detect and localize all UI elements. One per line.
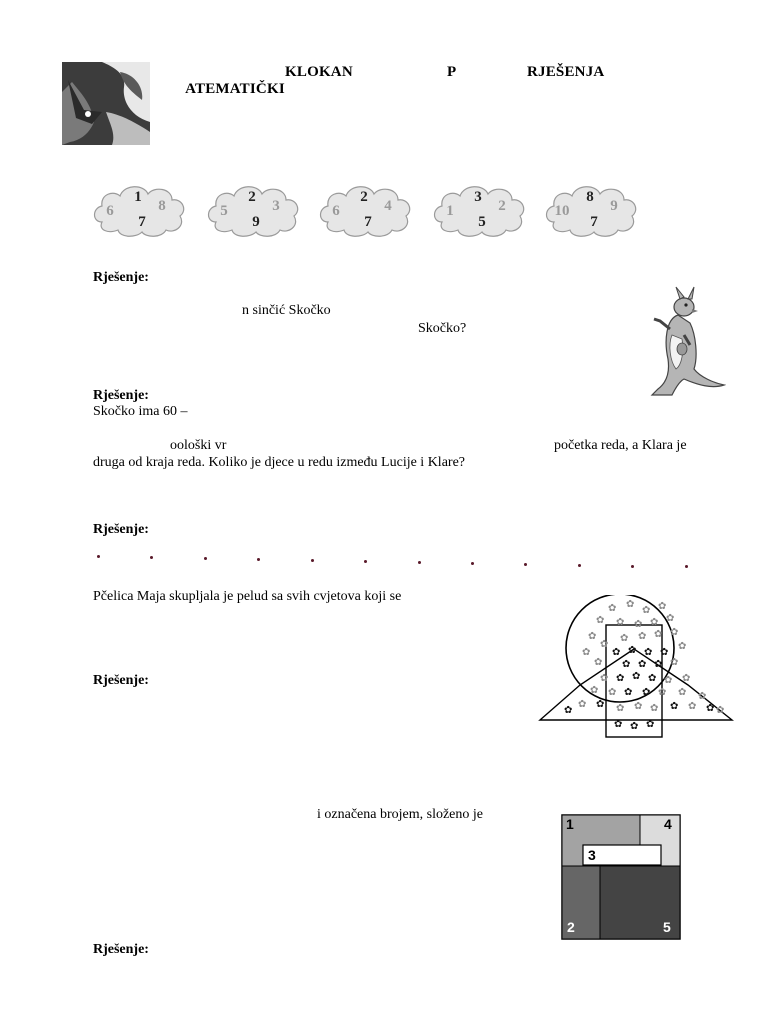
number-cloud xyxy=(435,187,524,237)
grid-label-5: 5 xyxy=(663,919,671,935)
flower-star-icon: ✿ xyxy=(650,703,659,714)
solution-2-text: Skočko ima 60 – xyxy=(93,404,188,419)
flower-star-icon: ✿ xyxy=(664,675,673,686)
cloud-number-right: 4 xyxy=(384,198,392,214)
flower-star-icon: ✿ xyxy=(698,691,707,702)
dot xyxy=(364,560,367,563)
flower-star-icon: ✿ xyxy=(642,687,651,698)
grid-label-4: 4 xyxy=(664,816,672,832)
flower-star-icon: ✿ xyxy=(564,705,573,716)
cloud-number-top: 2 xyxy=(360,189,368,205)
cloud-number-left: 6 xyxy=(332,203,340,219)
cloud-number-top: 8 xyxy=(586,189,594,205)
number-cloud xyxy=(547,187,636,237)
question-2-line-1: n sinčić Skočko xyxy=(242,303,331,318)
flower-star-icon: ✿ xyxy=(678,687,687,698)
page-title xyxy=(178,64,285,98)
cloud-number-right: 9 xyxy=(610,198,618,214)
rectangle-puzzle-figure xyxy=(561,814,681,940)
flower-star-icon: ✿ xyxy=(578,699,587,710)
number-cloud xyxy=(321,187,410,237)
flower-star-icon: ✿ xyxy=(670,627,679,638)
solution-label-5: Rješenje: xyxy=(93,942,149,957)
question-4-line-1: Pčelica Maja skupljala je pelud sa svih cvjetova koji se xyxy=(93,589,402,604)
flower-star-icon: ✿ xyxy=(630,721,639,732)
cloud-number-left: 5 xyxy=(220,203,228,219)
solution-label-2: Rješenje: xyxy=(93,388,149,403)
flower-star-icon: ✿ xyxy=(638,659,647,670)
cloud-number-top: 2 xyxy=(248,189,256,205)
flower-star-icon: ✿ xyxy=(658,687,667,698)
flower-star-icon: ✿ xyxy=(654,629,663,640)
flower-star-icon: ✿ xyxy=(716,705,725,716)
question-3-line-2: druga od kraja reda. Koliko je djece u redu između Lucije i Klare? xyxy=(93,455,466,470)
title-word-2: KLOKAN xyxy=(285,64,353,80)
dot xyxy=(97,555,100,558)
number-clouds xyxy=(90,180,650,240)
number-cloud xyxy=(209,187,298,237)
question-5-line-1: i označena brojem, složeno je xyxy=(317,807,483,822)
flower-star-icon: ✿ xyxy=(646,719,655,730)
flower-star-icon: ✿ xyxy=(614,719,623,730)
flower-star-icon: ✿ xyxy=(600,639,609,650)
title-word-4: RJEŠENJA xyxy=(527,64,605,80)
flower-star-icon: ✿ xyxy=(644,647,653,658)
dot xyxy=(204,557,207,560)
flower-star-icon: ✿ xyxy=(590,685,599,696)
solution-label-4: Rješenje: xyxy=(93,673,149,688)
flower-star-icon: ✿ xyxy=(582,647,591,658)
flower-star-icon: ✿ xyxy=(588,631,597,642)
flower-star-icon: ✿ xyxy=(650,617,659,628)
cloud-number-bottom: 7 xyxy=(138,214,146,230)
flower-star-icon: ✿ xyxy=(626,599,635,610)
cloud-number-right: 2 xyxy=(498,198,506,214)
flower-star-icon: ✿ xyxy=(634,701,643,712)
flower-star-icon: ✿ xyxy=(616,673,625,684)
flower-star-icon: ✿ xyxy=(600,673,609,684)
flower-star-icon: ✿ xyxy=(616,617,625,628)
flower-star-icon: ✿ xyxy=(670,701,679,712)
cloud-number-left: 6 xyxy=(106,203,114,219)
flower-star-icon: ✿ xyxy=(706,703,715,714)
flower-star-icon: ✿ xyxy=(612,647,621,658)
flower-star-icon: ✿ xyxy=(622,659,631,670)
dot xyxy=(257,558,260,561)
cloud-number-right: 8 xyxy=(158,198,166,214)
flower-star-icon: ✿ xyxy=(638,631,647,642)
flower-star-icon: ✿ xyxy=(688,701,697,712)
solution-label-1: Rješenje: xyxy=(93,270,149,285)
flower-star-icon: ✿ xyxy=(670,657,679,668)
flower-star-icon: ✿ xyxy=(658,601,667,612)
cloud-number-left: 10 xyxy=(554,203,570,219)
flower-star-icon: ✿ xyxy=(620,633,629,644)
dot xyxy=(578,564,581,567)
number-cloud xyxy=(95,187,184,237)
title-word-1: ATEMATIČKI xyxy=(185,81,285,97)
cloud-number-top: 1 xyxy=(134,189,142,205)
flower-star-icon: ✿ xyxy=(608,687,617,698)
flower-star-icon: ✿ xyxy=(624,687,633,698)
grid-label-3: 3 xyxy=(588,847,596,863)
flower-star-icon: ✿ xyxy=(596,699,605,710)
dot xyxy=(524,563,527,566)
dot xyxy=(418,561,421,564)
cloud-number-bottom: 7 xyxy=(590,214,598,230)
flower-star-icon: ✿ xyxy=(594,657,603,668)
cloud-number-bottom: 9 xyxy=(252,214,260,230)
cloud-number-bottom: 7 xyxy=(364,214,372,230)
flower-star-icon: ✿ xyxy=(608,603,617,614)
flower-star-icon: ✿ xyxy=(632,671,641,682)
flower-star-icon: ✿ xyxy=(596,615,605,626)
flower-star-icon: ✿ xyxy=(648,673,657,684)
cloud-number-right: 3 xyxy=(272,198,280,214)
dot xyxy=(311,559,314,562)
title-word-3: P xyxy=(447,64,457,80)
flower-star-icon: ✿ xyxy=(660,647,669,658)
question-3-line-1b: početka reda, a Klara je xyxy=(554,438,687,453)
cloud-number-left: 1 xyxy=(446,203,454,219)
flower-star-icon: ✿ xyxy=(666,613,675,624)
question-2-line-2: Skočko? xyxy=(418,321,467,336)
dot xyxy=(471,562,474,565)
question-3-line-1a: oološki vr xyxy=(170,438,227,453)
flower-star-icon: ✿ xyxy=(682,673,691,684)
dot xyxy=(631,565,634,568)
kangaroo-illustration xyxy=(638,285,726,400)
cloud-number-top: 3 xyxy=(474,189,482,205)
dot xyxy=(685,565,688,568)
grid-label-1: 1 xyxy=(566,816,574,832)
flower-star-icon: ✿ xyxy=(642,605,651,616)
klokan-logo xyxy=(62,62,150,145)
flower-star-icon: ✿ xyxy=(628,645,637,656)
flower-star-icon: ✿ xyxy=(654,659,663,670)
flower-star-icon: ✿ xyxy=(634,619,643,630)
grid-label-2: 2 xyxy=(567,919,575,935)
flower-shapes-figure xyxy=(538,595,734,740)
dot xyxy=(150,556,153,559)
flower-star-icon: ✿ xyxy=(678,641,687,652)
flower-star-icon: ✿ xyxy=(616,703,625,714)
cloud-number-bottom: 5 xyxy=(478,214,486,230)
solution-label-3: Rješenje: xyxy=(93,522,149,537)
